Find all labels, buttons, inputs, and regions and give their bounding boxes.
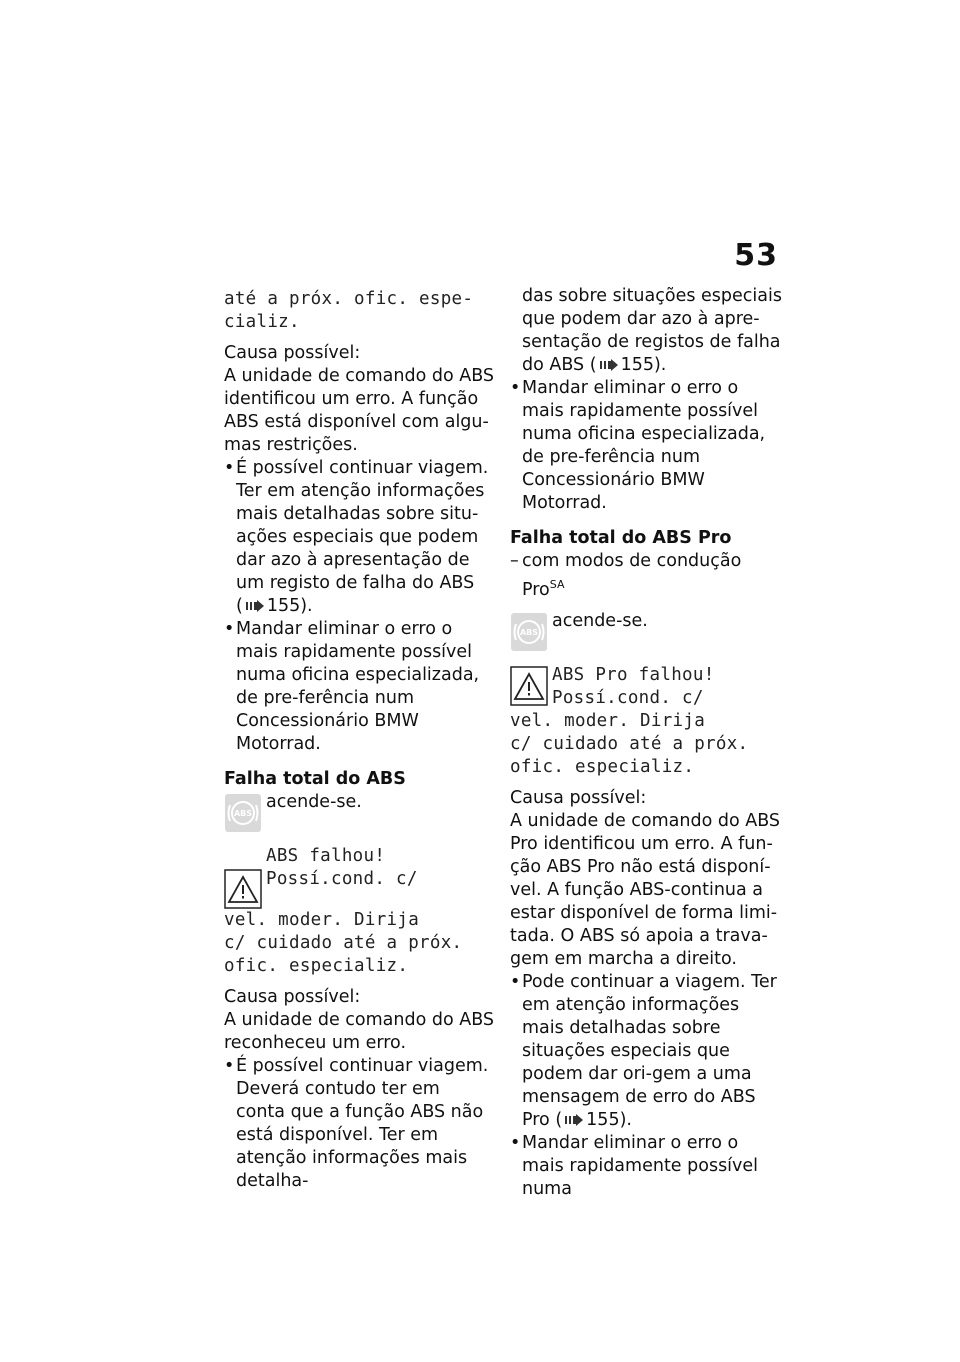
bullet-dot: •	[224, 619, 235, 639]
warning-triangle-icon	[510, 666, 548, 706]
cause-text: A unidade de comando do ABS identificou um erro. A função ABS está disponível com algu-mas restrições.	[224, 366, 495, 455]
warning-message-block	[510, 664, 782, 710]
warning-message-line: c/ cuidado até a próx.	[224, 933, 463, 953]
warning-message-line: Possí.cond. c/	[552, 687, 704, 708]
bullet-item	[224, 618, 494, 756]
bullet-text: das sobre situações especiais que podem dar azo à apre-sentação de registos de falha do ABS	[522, 286, 782, 375]
dash-superscript: SA	[549, 578, 565, 591]
page-reference-arrow-icon	[245, 600, 265, 612]
warning-message-line: vel. moder. Dirija	[510, 710, 706, 731]
intro-message-line-2: cializ.	[224, 312, 300, 332]
warning-message-line: ofic. especializ.	[510, 756, 695, 777]
page-reference-number: 155).	[266, 596, 313, 616]
page-reference-arrow-icon	[599, 359, 619, 371]
section-heading: Falha total do ABS	[224, 769, 406, 789]
page-reference-arrow-icon	[564, 1114, 584, 1126]
cause-label: Causa possível:	[224, 343, 361, 363]
bullet-text: Pode continuar a viagem. Ter em atenção informações mais detalhadas sobre situações especiais que podem dar ori-gem a uma mensagem de erro do ABS Pro	[522, 971, 777, 1130]
page-reference: ( 155).	[589, 355, 667, 375]
warning-message-line: ofic. especializ.	[224, 956, 409, 976]
warning-message-head	[552, 664, 715, 710]
bullet-dot: •	[510, 378, 521, 398]
indicator-text: acende-se.	[266, 792, 362, 812]
indicator-row	[510, 610, 782, 652]
right-column	[510, 285, 782, 1201]
bullet-item	[510, 1132, 782, 1201]
bullet-text: É possível continuar viagem. Ter em atenção informações mais detalhadas sobre situ-ações especiais que podem dar azo à apresentação de um registo de falha do ABS	[236, 458, 489, 593]
bullet-text: É possível continuar viagem. Deverá contudo ter em conta que a função ABS não está disponível. Ter em atenção informações mais detalha-	[236, 1056, 489, 1191]
left-column	[224, 288, 494, 1193]
intro-message-line-1: até a próx. ofic. espe-	[224, 289, 474, 309]
bullet-item	[510, 971, 782, 1132]
bullet-text: Mandar eliminar o erro o mais rapidamente possível numa oficina especializada, de pre-ferência num Concessionário BMW Motorrad.	[522, 378, 766, 513]
bullet-continuation	[510, 285, 782, 377]
indicator-row	[224, 791, 494, 833]
dash-mark: –	[510, 551, 519, 571]
bullet-item	[224, 1055, 494, 1193]
cause-label: Causa possível:	[224, 987, 361, 1007]
page-reference-number: 155).	[620, 355, 667, 375]
abs-warning-lamp-icon	[510, 612, 548, 652]
page-reference-number: 155).	[586, 1109, 632, 1130]
page-reference: ( 155).	[555, 1109, 632, 1130]
abs-warning-lamp-icon	[224, 793, 262, 833]
svg-text:ABS: ABS	[233, 809, 253, 818]
bullet-item	[224, 457, 494, 618]
cause-label: Causa possível:	[510, 787, 647, 808]
svg-text:ABS: ABS	[519, 627, 539, 637]
warning-message-head	[266, 845, 418, 891]
page-number: 53	[734, 238, 778, 273]
bullet-dot: •	[224, 1056, 235, 1076]
dash-item	[510, 550, 782, 602]
cause-text: A unidade de comando do ABS Pro identificou um erro. A fun-ção ABS Pro não está disponí-vel. A função ABS-continua a estar disponível de forma limi-tada. O ABS só apoia a trava-gem em marcha a direito.	[510, 810, 781, 969]
warning-triangle-icon	[224, 869, 262, 909]
warning-message-line: ABS falhou!	[266, 846, 386, 866]
warning-message-line: Possí.cond. c/	[266, 869, 418, 889]
warning-message-line: c/ cuidado até a próx.	[510, 733, 749, 754]
bullet-text: Mandar eliminar o erro o mais rapidamente possível numa	[522, 1132, 759, 1199]
warning-message-block	[224, 845, 494, 909]
dash-text: com modos de condução Pro	[522, 551, 742, 600]
page-reference: ( 155).	[236, 596, 313, 616]
bullet-text: Mandar eliminar o erro o mais rapidamente possível numa oficina especializada, de pre-ferência num Concessionário BMW Motorrad.	[236, 619, 480, 754]
bullet-item	[510, 377, 782, 515]
indicator-text: acende-se.	[552, 610, 648, 631]
section-heading: Falha total do ABS Pro	[510, 528, 732, 548]
bullet-dot: •	[224, 458, 235, 478]
warning-message-line: ABS Pro falhou!	[552, 664, 715, 685]
warning-message-line: vel. moder. Dirija	[224, 910, 420, 930]
bullet-dot: •	[510, 1132, 521, 1153]
cause-text: A unidade de comando do ABS reconheceu um erro.	[224, 1010, 495, 1053]
bullet-dot: •	[510, 971, 521, 992]
